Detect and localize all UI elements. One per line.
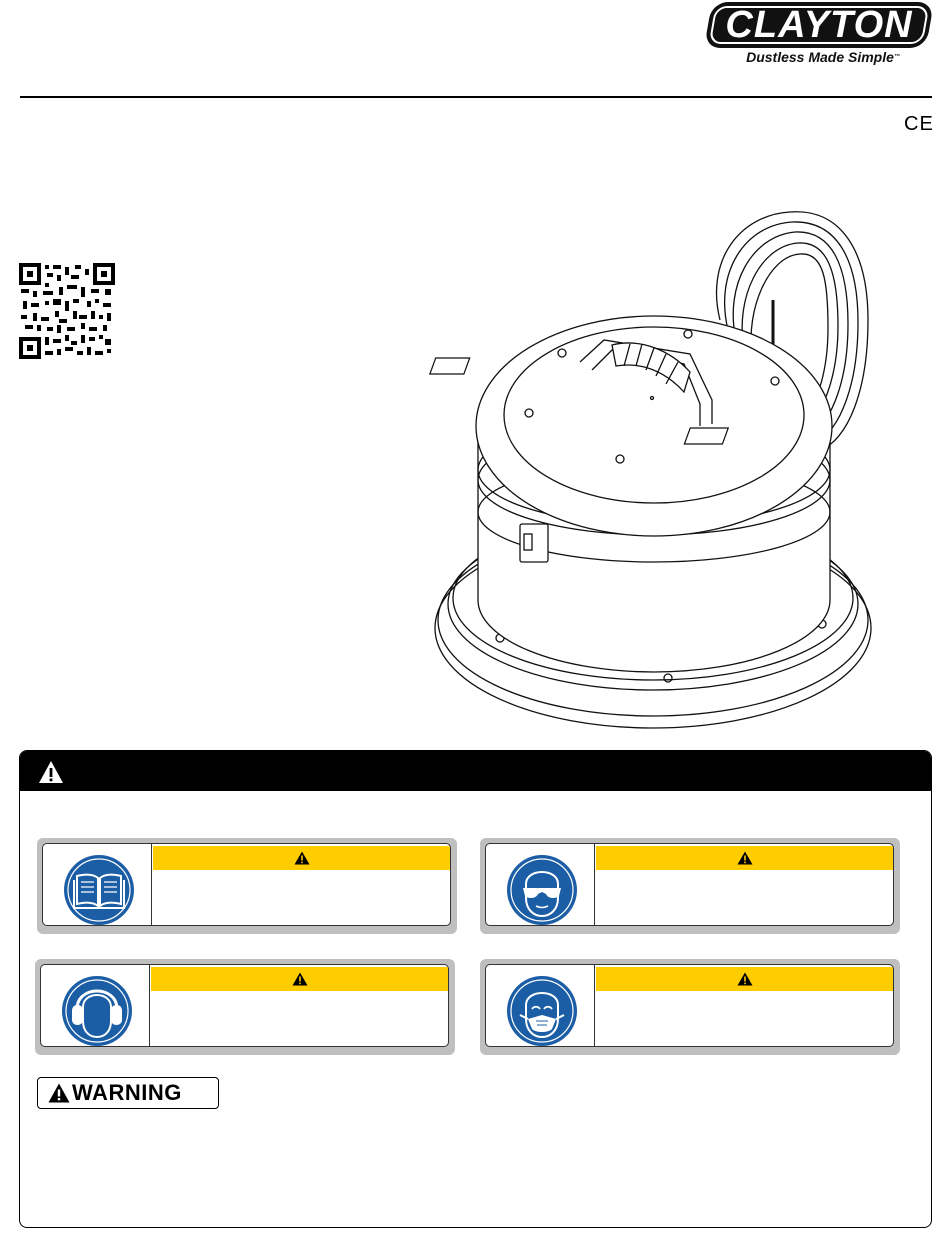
warning-triangle-icon — [737, 972, 753, 986]
warning-triangle-icon — [48, 1083, 70, 1103]
power-switch — [520, 524, 548, 562]
header-divider — [20, 96, 932, 98]
respiratory-protection-icon — [506, 975, 578, 1047]
ppe-card-respiratory-protection — [480, 959, 900, 1055]
logo-tagline-text: Dustless Made Simple — [746, 49, 894, 65]
warning-triangle-icon — [38, 760, 64, 784]
logo-tagline — [720, 49, 926, 65]
warning-triangle-icon — [737, 851, 753, 865]
safety-section — [19, 750, 932, 1228]
caution-bar — [151, 967, 448, 991]
warning-triangle-icon — [292, 972, 308, 986]
safety-header-bar — [20, 751, 931, 791]
clayton-logo — [708, 2, 930, 68]
caution-bar — [153, 846, 450, 870]
caution-bar — [596, 967, 893, 991]
ppe-card-hearing-protection — [35, 959, 455, 1055]
eye-protection-icon — [506, 854, 578, 926]
caution-bar — [596, 846, 893, 870]
product-drawing — [425, 190, 925, 730]
read-manual-icon — [63, 854, 135, 926]
qr-code[interactable] — [19, 263, 115, 359]
trademark-symbol: ™ — [893, 54, 900, 60]
warning-triangle-icon — [294, 851, 310, 865]
warning-label-text: WARNING — [72, 1080, 182, 1105]
ppe-card-eye-protection — [480, 838, 900, 934]
logo-brand-text: CLAYTON — [725, 4, 913, 46]
warning-label — [37, 1077, 219, 1109]
ce-mark: CE — [904, 113, 934, 135]
hearing-protection-icon — [61, 975, 133, 1047]
ppe-card-read-manual — [37, 838, 457, 934]
